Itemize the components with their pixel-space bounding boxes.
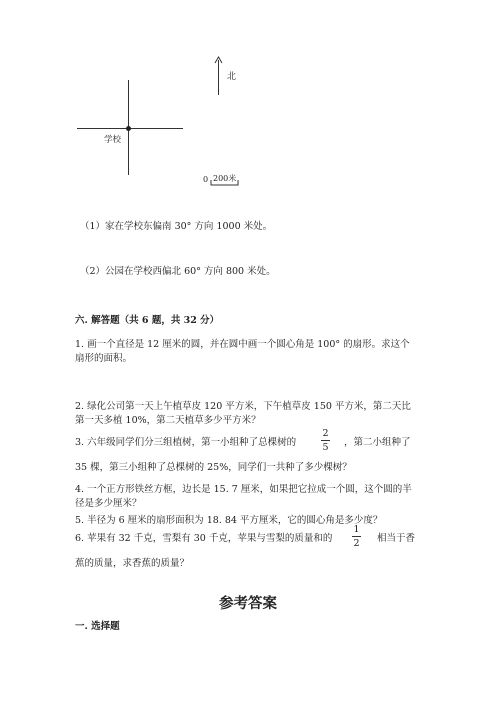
scale-value-label: 200米 — [213, 174, 237, 183]
section-6-heading: 六. 解答题（共 6 题，共 32 分） — [75, 315, 220, 326]
scale-zero-label: 0 — [203, 175, 209, 184]
problem-2-line-2: 第一天多植 10%，第二天植草多少平方米？ — [75, 415, 261, 426]
fraction-denominator: 2 — [353, 537, 360, 549]
answers-section-1: 一. 选择题 — [75, 621, 120, 632]
problem-1-line-2: 扇形的面积。 — [75, 353, 133, 364]
school-point — [126, 126, 131, 131]
north-arrow-shaft — [218, 60, 219, 95]
north-label: 北 — [227, 72, 237, 82]
problem-6-line-2: 蕉的质量，求香蕉的质量？ — [75, 558, 190, 569]
fraction-numerator: 1 — [353, 524, 360, 535]
question-1: （1）家在学校东偏南 30° 方向 1000 米处。 — [80, 221, 273, 232]
school-label: 学校 — [104, 135, 122, 145]
problem-6-fraction — [352, 524, 361, 549]
problem-3-fraction — [321, 428, 330, 453]
problem-4-line-2: 径是多少厘米？ — [75, 498, 142, 509]
north-arrow-icon — [214, 56, 223, 64]
problem-4-line-1: 4. 一个正方形铁丝方框，边长是 15. 7 厘米，如果把它拉成一个圆，这个圆的半 — [75, 484, 412, 495]
problem-5-line-1: 5. 半径为 6 厘米的扇形面积为 18. 84 平方厘米，它的圆心角是多少度？ — [75, 515, 383, 526]
question-2: （2）公园在学校西偏北 60° 方向 800 米处。 — [80, 266, 276, 277]
problem-3-line-1a: 3. 六年级同学们分三组植树，第一小组种了总棵树的 — [75, 437, 297, 448]
scale-bar — [210, 180, 240, 187]
fraction-bar — [321, 440, 330, 441]
problem-3-line-2: 35 棵，第三小组种了总棵树的 25%，同学们一共种了多少棵树？ — [75, 462, 352, 473]
problem-6-line-1a: 6. 苹果有 32 千克，雪梨有 30 千克，苹果与雪梨的质量和的 — [75, 533, 333, 544]
fraction-numerator: 2 — [322, 428, 329, 439]
problem-2-line-1: 2. 绿化公司第一天上午植草皮 120 平方米，下午植草皮 150 平方米，第二天比 — [75, 401, 411, 412]
problem-1-line-1: 1. 画一个直径是 12 厘米的圆，并在圆中画一个圆心角是 100° 的扇形。求这个 — [75, 339, 410, 350]
fraction-denominator: 5 — [322, 441, 329, 453]
fraction-bar — [352, 536, 361, 537]
problem-6-line-1b: 相当于香 — [377, 533, 416, 544]
problem-3-line-1b: ，第二小组种了 — [344, 437, 411, 448]
answers-title: 参考答案 — [219, 595, 277, 612]
